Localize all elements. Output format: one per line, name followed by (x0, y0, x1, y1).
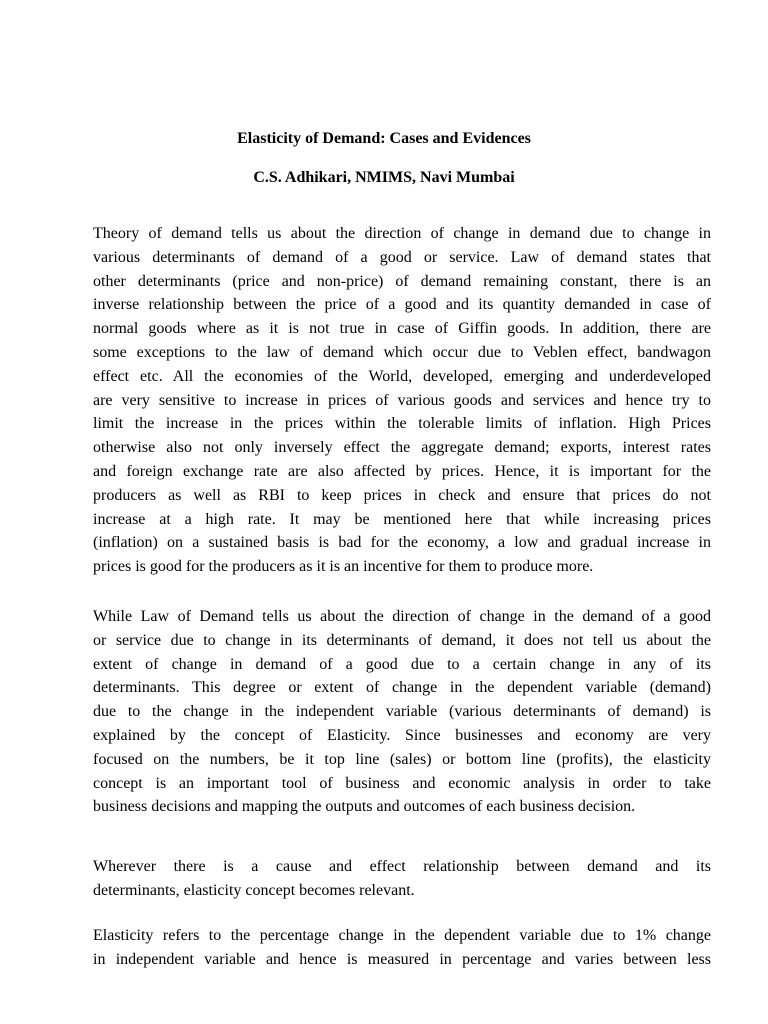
text-line: concept is an important tool of business and economic analysis in order to take (93, 774, 711, 792)
text-line: producers as well as RBI to keep prices in check and ensure that prices do not (93, 486, 711, 504)
text-line: prices is good for the producers as it is an incentive for them to produce more. (93, 558, 594, 576)
text-line: in independent variable and hence is measured in percentage and varies between less (93, 950, 711, 968)
text-line: Elasticity refers to the percentage change in the dependent variable due to 1% change (93, 927, 711, 944)
text-line: determinants. This degree or extent of change in the dependent variable (demand) (93, 679, 711, 697)
text-line: extent of change in demand of a good due to a certain change in any of its (93, 655, 711, 673)
text-line: and foreign exchange rate are also affected by prices. Hence, it is important for the (93, 462, 711, 480)
text-line: (inflation) on a sustained basis is bad for the economy, a low and gradual increase in (93, 534, 711, 552)
text-line: are very sensitive to increase in prices of various goods and services and hence try to (93, 391, 711, 409)
text-line: determinants, elasticity concept becomes relevant. (93, 881, 415, 899)
text-line: business decisions and mapping the outputs and outcomes of each business decision. (93, 798, 636, 816)
document-author: C.S. Adhikari, NMIMS, Navi Mumbai (253, 169, 515, 186)
text-line: Wherever there is a cause and effect relationship between demand and its (93, 858, 711, 875)
paragraph-law-of-demand (93, 605, 711, 819)
text-line: effect etc. All the economies of the World, developed, emerging and underdeveloped (93, 367, 711, 385)
paragraph-cause-and-effect (93, 855, 711, 903)
text-line: otherwise also not only inversely effect the aggregate demand; exports, interest rates (93, 439, 711, 457)
text-line: various determinants of demand of a good or service. Law of demand states that (93, 248, 711, 266)
paragraph-theory-of-demand (93, 222, 711, 579)
paragraph-elasticity-definition (93, 924, 711, 972)
text-line: other determinants (price and non-price) of demand remaining constant, there is an (93, 272, 711, 290)
text-line: While Law of Demand tells us about the direction of change in the demand of a good (93, 608, 711, 625)
text-line: due to the change in the independent variable (various determinants of demand) is (93, 703, 711, 721)
text-line: explained by the concept of Elasticity. Since businesses and economy are very (93, 726, 711, 744)
text-line: Theory of demand tells us about the direction of change in demand due to change in (93, 225, 711, 242)
text-line: some exceptions to the law of demand which occur due to Veblen effect, bandwagon (93, 343, 711, 361)
text-line: inverse relationship between the price of a good and its quantity demanded in case of (93, 296, 711, 314)
document-title: Elasticity of Demand: Cases and Evidences (237, 130, 531, 147)
text-line: increase at a high rate. It may be mentioned here that while increasing prices (93, 510, 711, 528)
text-line: focused on the numbers, be it top line (sales) or bottom line (profits), the elasticity (93, 750, 711, 768)
text-line: limit the increase in the prices within the tolerable limits of inflation. High Prices (93, 415, 711, 433)
text-line: normal goods where as it is not true in case of Giffin goods. In addition, there are (93, 320, 711, 338)
text-line: or service due to change in its determinants of demand, it does not tell us about the (93, 631, 711, 649)
